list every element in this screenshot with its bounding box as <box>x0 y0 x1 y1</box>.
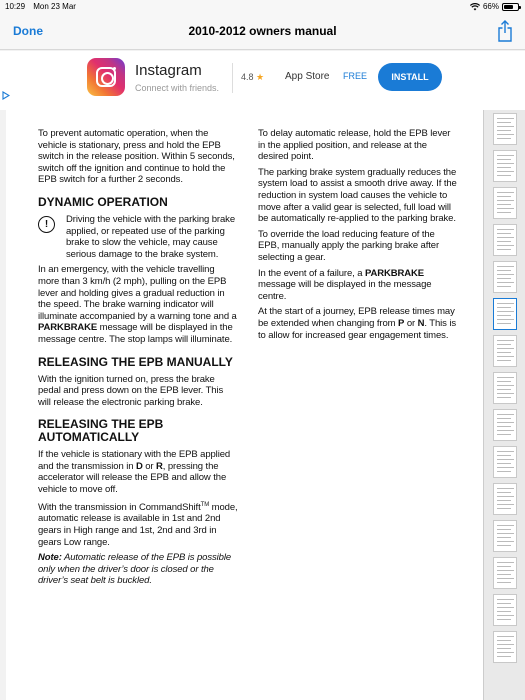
thumbnail-text-line <box>497 286 511 287</box>
page-thumbnail[interactable] <box>493 187 517 219</box>
thumbnail-text-line <box>497 414 514 415</box>
intro-paragraph: To prevent automatic operation, when the vehicle is stationary, press and hold the EPB switch in the release position. Within 5 seconds, switch off the ignition and continue to hold the EPB switch for a further 2 seconds. <box>38 128 235 186</box>
thumbnail-text-line <box>497 389 511 390</box>
manual-page <box>6 110 483 700</box>
thumbnail-text-line <box>497 599 514 600</box>
thumbnail-text-line <box>497 393 514 394</box>
commandshift-paragraph: With the transmission in CommandShift™ mode, automatic release is available in 1st and 2nd gears in High range and 1st, 2nd and 3rd in gears Low range. <box>38 501 238 548</box>
thumbnail-text-line <box>497 348 514 349</box>
page-thumbnail[interactable] <box>493 594 517 626</box>
thumbnail-text-line <box>497 323 511 324</box>
adchoices-icon[interactable] <box>2 91 10 100</box>
wifi-icon <box>470 3 480 11</box>
thumbnail-text-line <box>497 463 511 464</box>
note-paragraph: Note: Automatic release of the EPB is possible only when the driver’s door is closed or the driver’s seat belt is buckled. <box>38 552 232 587</box>
thumbnail-text-line <box>497 504 514 505</box>
thumbnail-text-line <box>497 229 514 230</box>
thumbnail-text-line <box>497 566 511 567</box>
thumbnail-text-line <box>497 533 514 534</box>
install-button[interactable]: INSTALL <box>378 63 442 91</box>
page-thumbnail[interactable] <box>493 631 517 663</box>
thumbnail-text-line <box>497 611 511 612</box>
thumbnail-text-line <box>497 603 511 604</box>
thumbnail-text-line <box>497 200 514 201</box>
thumbnail-text-line <box>497 377 514 378</box>
thumbnail-text-line <box>497 249 511 250</box>
status-time: 10:29 <box>5 2 26 11</box>
document-title: 2010-2012 owners manual <box>188 24 337 38</box>
thumbnail-text-line <box>497 171 514 172</box>
thumbnail-text-line <box>497 311 514 312</box>
battery-percent: 66% <box>482 2 499 11</box>
ad-rating-value: 4.8 <box>241 72 254 82</box>
thumbnail-text-line <box>497 126 514 127</box>
thumbnail-text-line <box>497 266 514 267</box>
thumbnail-text-line <box>497 496 514 497</box>
page-thumbnail[interactable] <box>493 372 517 404</box>
thumbnail-text-line <box>497 282 514 283</box>
delay-paragraph: To delay automatic release, hold the EPB lever in the applied position, and release at the desired point. <box>258 128 451 163</box>
ad-banner[interactable] <box>0 51 525 110</box>
thumbnail-text-line <box>497 163 514 164</box>
thumbnail-text-line <box>497 508 511 509</box>
thumbnail-text-line <box>497 397 511 398</box>
thumbnail-text-line <box>497 434 511 435</box>
journey-paragraph: At the start of a journey, EPB release times may be extended when changing from P or N. This is to allow for increased gear engagement times. <box>258 306 457 341</box>
right-column <box>258 128 458 345</box>
thumbnail-text-line <box>497 455 511 456</box>
ad-price: FREE <box>343 71 368 81</box>
gradual-paragraph: The parking brake system gradually reduces the system load to assist a smooth drive away. If the reduction in system load causes the vehicle to move after a valid gear is selected, full load will be automatically re-applied to the parking brake. <box>258 166 457 225</box>
thumbnail-text-line <box>497 278 511 279</box>
page-thumbnail[interactable] <box>493 298 517 330</box>
thumbnail-text-line <box>497 636 514 637</box>
thumbnail-text-line <box>497 344 511 345</box>
thumbnail-text-line <box>497 451 514 452</box>
thumbnail-text-line <box>497 167 511 168</box>
thumbnail-text-line <box>497 652 514 653</box>
thumbnail-text-line <box>497 537 511 538</box>
thumbnail-text-line <box>497 270 511 271</box>
ad-tagline: Connect with friends. <box>135 83 220 93</box>
thumbnail-text-line <box>497 607 514 608</box>
thumbnail-text-line <box>497 430 514 431</box>
thumbnail-text-line <box>497 175 511 176</box>
thumbnail-text-line <box>497 233 511 234</box>
thumbnail-text-line <box>497 385 514 386</box>
page-thumbnail[interactable] <box>493 409 517 441</box>
emergency-paragraph: In an emergency, with the vehicle travelling more than 3 km/h (2 mph), pulling on the EPB lever and holding gives a gradual reduction in the speed. The brake warning indicator will illuminate accompanied by a warning tone and a PARKBRAKE message will be displayed in the message centre. The stop lamps will illuminate. <box>38 264 237 345</box>
thumbnail-text-line <box>497 471 511 472</box>
thumbnail-text-line <box>497 562 514 563</box>
thumbnail-text-line <box>497 578 514 579</box>
thumbnail-text-line <box>497 319 514 320</box>
thumbnail-text-line <box>497 356 514 357</box>
nav-bar <box>0 14 525 50</box>
page-thumbnail[interactable] <box>493 557 517 589</box>
thumbnail-text-line <box>497 467 514 468</box>
thumbnail-text-line <box>497 155 514 156</box>
thumbnail-text-line <box>497 196 511 197</box>
thumbnail-text-line <box>497 640 511 641</box>
star-icon: ★ <box>256 72 265 82</box>
page-thumbnail[interactable] <box>493 335 517 367</box>
thumbnail-text-line <box>497 644 514 645</box>
thumbnail-text-line <box>497 459 514 460</box>
thumbnail-text-line <box>497 315 511 316</box>
thumbnail-text-line <box>497 574 511 575</box>
thumbnail-text-line <box>497 582 511 583</box>
thumbnail-text-line <box>497 529 511 530</box>
thumbnail-text-line <box>497 159 511 160</box>
thumbnail-text-line <box>497 426 511 427</box>
thumbnail-text-line <box>497 360 511 361</box>
thumbnail-text-line <box>497 492 511 493</box>
thumbnail-text-line <box>497 500 511 501</box>
thumbnail-text-line <box>497 307 511 308</box>
status-bar <box>0 0 525 14</box>
done-button[interactable]: Done <box>13 24 43 38</box>
ad-rating <box>241 72 264 83</box>
thumbnail-text-line <box>497 488 514 489</box>
page-thumbnail[interactable] <box>493 224 517 256</box>
instagram-logo-icon[interactable] <box>87 58 125 96</box>
thumbnail-text-line <box>497 656 511 657</box>
heading-dynamic-operation: DYNAMIC OPERATION <box>38 194 168 209</box>
thumbnail-text-line <box>497 422 514 423</box>
battery-fill <box>504 5 513 9</box>
page-thumbnail[interactable] <box>493 261 517 293</box>
page-thumbnail[interactable] <box>493 483 517 515</box>
thumbnail-text-line <box>497 418 511 419</box>
thumbnail-text-line <box>497 192 514 193</box>
thumbnail-text-line <box>497 241 511 242</box>
failure-paragraph: In the event of a failure, a PARKBRAKE message will be displayed in the message centre. <box>258 267 432 302</box>
manual-paragraph: With the ignition turned on, press the brake pedal and press down on the EPB lever. This will release the electronic parking brake. <box>38 373 224 408</box>
thumbnail-text-line <box>497 340 514 341</box>
thumbnail-text-line <box>497 134 514 135</box>
thumbnail-text-line <box>497 118 514 119</box>
override-paragraph: To override the load reducing feature of the EPB, manually apply the parking brake after selecting a gear. <box>258 228 440 263</box>
thumbnail-text-line <box>497 648 511 649</box>
ad-store: App Store <box>285 71 330 82</box>
page-thumbnail[interactable] <box>493 150 517 182</box>
share-icon[interactable] <box>497 20 513 42</box>
thumbnail-text-line <box>497 245 514 246</box>
thumbnail-text-line <box>497 303 514 304</box>
auto-paragraph: If the vehicle is stationary with the EPB applied and the transmission in D or R, pressing the accelerator will release the EPB and allow the vehicle to move off. <box>38 449 231 496</box>
left-column <box>38 128 238 591</box>
thumbnail-text-line <box>497 208 514 209</box>
ad-divider <box>232 63 233 93</box>
heading-releasing-automatically: RELEASING THE EPB AUTOMATICALLY <box>38 417 164 445</box>
thumbnail-text-line <box>497 545 511 546</box>
thumbnail-text-line <box>497 541 514 542</box>
page-thumbnail-strip[interactable] <box>483 110 525 700</box>
heading-releasing-manually: RELEASING THE EPB MANUALLY <box>38 354 233 369</box>
thumbnail-text-line <box>497 212 511 213</box>
thumbnail-text-line <box>497 619 511 620</box>
warning-block <box>38 214 238 260</box>
thumbnail-text-line <box>497 130 511 131</box>
thumbnail-text-line <box>497 274 514 275</box>
thumbnail-text-line <box>497 352 511 353</box>
thumbnail-text-line <box>497 381 511 382</box>
thumbnail-text-line <box>497 237 514 238</box>
page-thumbnail[interactable] <box>493 520 517 552</box>
status-date: Mon 23 Mar <box>33 2 76 11</box>
ad-app-name[interactable]: Instagram <box>135 62 202 79</box>
thumbnail-text-line <box>497 204 511 205</box>
page-thumbnail[interactable] <box>493 446 517 478</box>
thumbnail-text-line <box>497 615 514 616</box>
thumbnail-text-line <box>497 525 514 526</box>
document-view[interactable] <box>6 110 483 700</box>
thumbnail-text-line <box>497 122 511 123</box>
thumbnail-text-line <box>497 138 511 139</box>
thumbnail-text-line <box>497 570 514 571</box>
warning-text: Driving the vehicle with the parking brake applied, or repeated use of the parking brake to slow the vehicle, may cause serious damage to the brake system. <box>66 213 235 260</box>
warning-icon: ! <box>38 216 55 233</box>
battery-icon <box>502 3 519 11</box>
page-thumbnail[interactable] <box>493 113 517 145</box>
